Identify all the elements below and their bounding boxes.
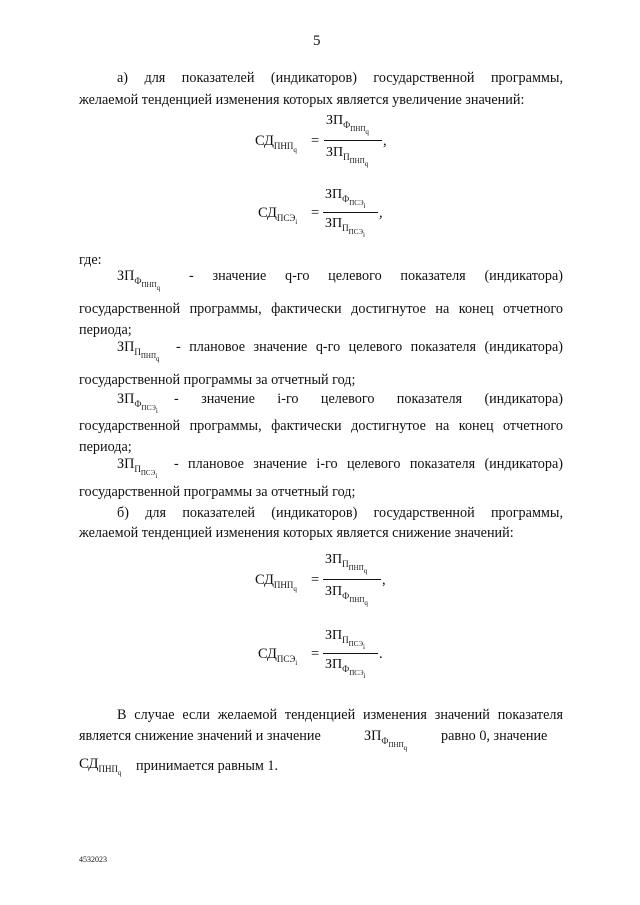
formula-4-numerator: $ЗП_{П_{ПСЭ_i}}$ [325,628,365,651]
formula-1-fraction-bar [324,140,382,141]
formula-2-numerator: $ЗП_{Ф_{ПСЭ_i}}$ [325,187,366,210]
def-1-line1: - значение q-го целевого показателя (индикатора) [189,268,563,284]
def-1-line2: государственной программы, фактически достигнутое на конец отчетного [79,301,563,317]
para-b-line1: б) для показателей (индикаторов) государственной программы, [117,505,563,521]
formula-4-tail: . [379,646,383,662]
para-a-line1: а) для показателей (индикаторов) государственной программы, [117,70,563,86]
formula-1-lhs: $СД_{ПНП_q}$ [255,133,297,154]
formula-2-tail: , [379,205,383,221]
final-line3-b: принимается равным 1. [136,758,279,774]
def-2-symbol: $ЗП_{П_{ПНП_q}}$ [117,339,160,363]
final-inline-symbol: $ЗП_{Ф_{ПНП_q}}$ [364,728,408,752]
formula-1-eq: = [311,133,320,149]
def-3-symbol: $ЗП_{Ф_{ПСЭ_i}}$ [117,391,158,415]
formula-1-numerator: $ЗП_{Ф_{ПНП_q}}$ [326,113,369,136]
final-line1: В случае если желаемой тенденцией изменения значений показателя [117,707,563,723]
def-2-line1: - плановое значение q-го целевого показателя (индикатора) [176,339,563,355]
formula-3-tail: , [382,572,386,588]
formula-1-denominator: $ЗП_{П_{ПНП_q}}$ [326,145,369,168]
formula-2-fraction-bar [323,212,378,213]
formula-4-fraction-bar [323,653,378,654]
formula-1-tail: , [383,133,387,149]
def-1-line3: периода; [79,322,132,338]
formula-2-denominator: $ЗП_{П_{ПСЭ_i}}$ [325,216,365,239]
footer-code: 4532023 [79,855,107,864]
formula-2-lhs: $СД_{ПСЭ_i}$ [258,205,298,226]
def-1-symbol: $ЗП_{Ф_{ПНП_q}}$ [117,268,161,292]
def-3-line1: - значение i-го целевого показателя (индикатора) [174,391,563,407]
formula-2-eq: = [311,205,320,221]
formula-4-lhs: $СД_{ПСЭ_i}$ [258,646,298,667]
formula-3-lhs: $СД_{ПНП_q}$ [255,572,297,593]
final-line2-a: является снижение значений и значение [79,728,321,744]
formula-4-eq: = [311,646,320,662]
formula-3-eq: = [311,572,320,588]
formula-3-fraction-bar [323,579,381,580]
def-2-line2: государственной программы за отчетный год; [79,372,356,388]
para-b-line2: желаемой тенденцией изменения которых является снижение значений: [79,525,514,541]
formula-4-denominator: $ЗП_{Ф_{ПСЭ_i}}$ [325,657,366,680]
where-label: где: [79,252,102,268]
def-4-symbol: $ЗП_{П_{ПСЭ_i}}$ [117,456,158,480]
def-4-line1: - плановое значение i-го целевого показателя (индикатора) [174,456,563,472]
def-3-line2: государственной программы, фактически достигнутое на конец отчетного [79,418,563,434]
para-a-line2: желаемой тенденцией изменения которых является увеличение значений: [79,92,525,108]
def-4-line2: государственной программы за отчетный год; [79,484,356,500]
formula-3-numerator: $ЗП_{П_{ПНП_q}}$ [325,552,368,575]
def-3-line3: периода; [79,439,132,455]
page-number: 5 [313,33,321,49]
final-inline-lhs: $СД_{ПНП_q}$ [79,756,122,777]
formula-3-denominator: $ЗП_{Ф_{ПНП_q}}$ [325,584,368,607]
final-line2-b: равно 0, значение [441,728,548,744]
